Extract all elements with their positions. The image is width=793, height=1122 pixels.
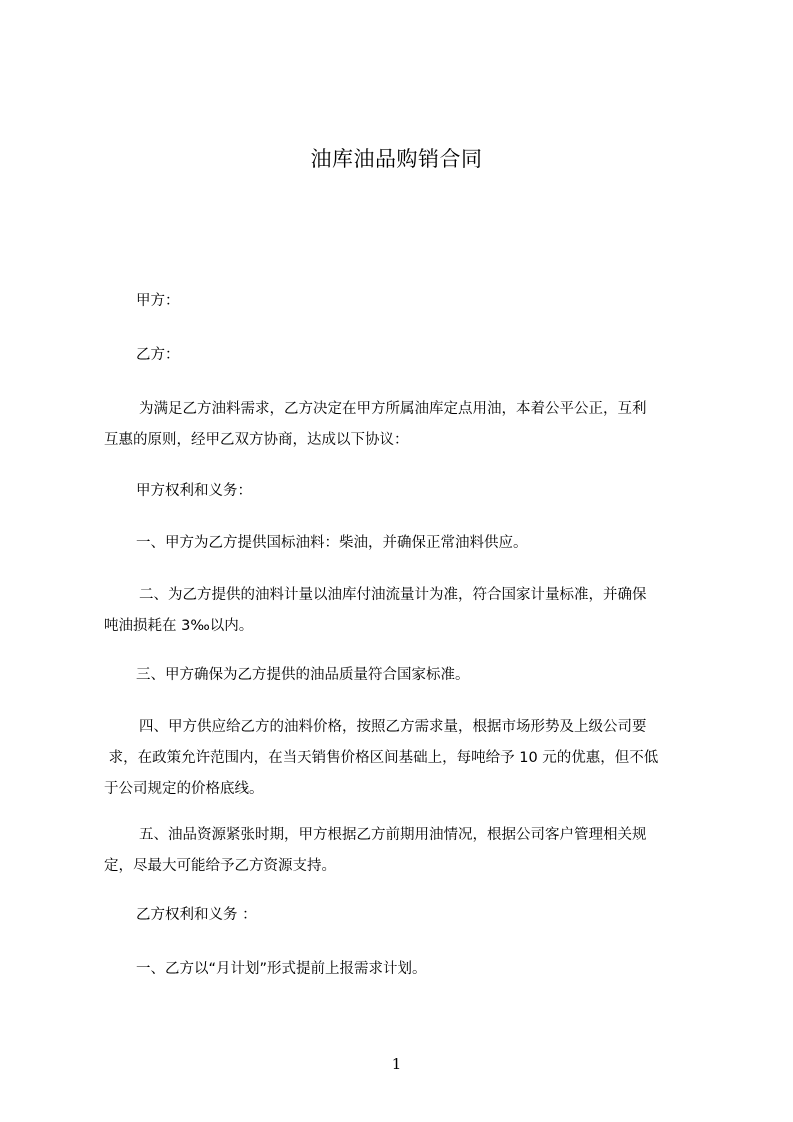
b-item-1-text: 一、乙方以“月计划”形式提前上报需求计划。 <box>136 961 427 977</box>
b-item-1 <box>104 954 700 985</box>
intro-line-1: 为满足乙方油料需求，乙方决定在甲方所属油库定点用油，本着公平公正，互利 <box>139 401 647 417</box>
party-b-rights-heading-text: 乙方权利和义务 ： <box>136 907 257 923</box>
party-b-label: 乙方： <box>136 347 180 363</box>
a-item-5 <box>104 820 700 882</box>
a-item-3-text: 三、甲方确保为乙方提供的油品质量符合国家标准。 <box>136 667 470 683</box>
a-item-4-line-2: 求，在政策允许范围内，在当天销售价格区间基础上，每吨给予 10 元的优惠，但不低 <box>104 750 659 766</box>
a-item-5-line-2: 定，尽最大可能给予乙方资源支持。 <box>104 858 336 874</box>
intro-paragraph <box>104 394 700 456</box>
party-b-line <box>104 340 700 371</box>
a-item-3 <box>104 660 700 691</box>
a-item-4-line-3: 于公司规定的价格底线。 <box>104 781 264 797</box>
party-a-rights-heading-text: 甲方权利和义务： <box>136 483 252 499</box>
a-item-5-line-1: 五、油品资源紧张时期，甲方根据乙方前期用油情况，根据公司客户管理相关规 <box>139 827 647 843</box>
party-a-label: 甲方： <box>136 293 180 309</box>
a-item-2-line-1: 二、为乙方提供的油料计量以油库付油流量计为准，符合国家计量标准，并确保 <box>139 587 647 603</box>
party-b-rights-heading <box>104 900 700 931</box>
a-item-1 <box>104 528 700 559</box>
intro-line-2: 互惠的原则，经甲乙双方协商，达成以下协议： <box>104 432 409 448</box>
page-number: 1 <box>391 1055 402 1073</box>
a-item-2-line-2: 吨油损耗在 3‰以内。 <box>104 618 254 634</box>
document-title: 油库油品购销合同 <box>310 147 483 171</box>
a-item-1-text: 一、甲方为乙方提供国标油料：柴油，并确保正常油料供应。 <box>136 535 528 551</box>
party-a-line <box>104 286 700 317</box>
a-item-4-line-1: 四、甲方供应给乙方的油料价格，按照乙方需求量，根据市场形势及上级公司要 <box>139 719 647 735</box>
a-item-2 <box>104 580 700 642</box>
party-a-rights-heading <box>104 476 700 507</box>
a-item-4 <box>104 712 700 805</box>
